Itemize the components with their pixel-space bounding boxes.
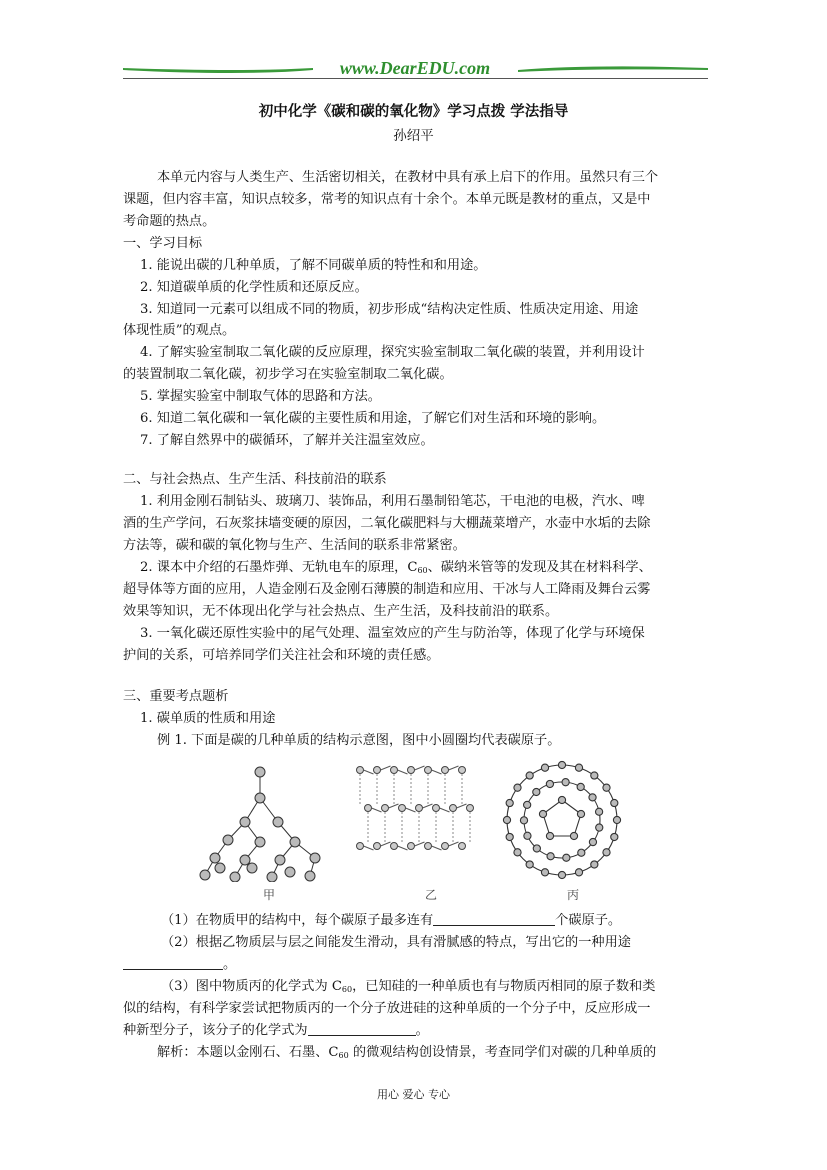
c60-atom bbox=[577, 783, 584, 790]
paragraph-line: 效果等知识，无不体现出化学与社会热点、生产生活，及科技前沿的联系。 bbox=[123, 604, 559, 619]
c60-atom bbox=[541, 764, 548, 771]
question-text: （3）图中物质丙的化学式为 C bbox=[161, 979, 342, 994]
objective-line: 1. 能说出碳的几种单质，了解不同碳单质的特性和和用途。 bbox=[140, 258, 487, 273]
graphite-bond bbox=[364, 846, 374, 850]
graphite-atom bbox=[374, 767, 381, 774]
graphite-bond bbox=[449, 766, 459, 770]
analysis-text: 解析：本题以金刚石、石墨、C bbox=[157, 1045, 339, 1060]
question-line: 似的结构，有科学家尝试把物质丙的一个分子放进硅的这种单质的一个分子中，反应形成一 bbox=[123, 1001, 651, 1016]
text-run: 2. 课本中介绍的石墨炸弹、无轨电车的原理，C bbox=[140, 560, 418, 575]
c60-atom bbox=[603, 849, 610, 856]
question-text: 。 bbox=[415, 1023, 429, 1038]
c60-atom bbox=[575, 869, 582, 876]
intro-line: 课题，但内容丰富，知识点较多，常考的知识点有十余个。本单元既是教材的重点，又是中 bbox=[123, 192, 651, 207]
c60-atom bbox=[514, 784, 521, 791]
c60-atom bbox=[570, 832, 577, 839]
graphite-bond bbox=[364, 770, 374, 774]
c60-atom bbox=[547, 853, 554, 860]
graphite-bond bbox=[415, 842, 425, 846]
question-text: （1）在物质甲的结构中，每个碳原子最多连有 bbox=[161, 913, 434, 928]
objective-line: 的装置制取二氧化碳，初步学习在实验室制取二氧化碳。 bbox=[123, 367, 453, 382]
graphite-bond bbox=[398, 846, 408, 850]
site-logo-text: www.DearEDU.com bbox=[339, 58, 491, 78]
objective-line: 2. 知道碳单质的化学性质和还原反应。 bbox=[140, 280, 368, 295]
objective-line: 6. 知道二氧化碳和一氧化碳的主要性质和用途，了解它们对生活和环境的影响。 bbox=[140, 411, 606, 426]
answer-blank[interactable] bbox=[123, 955, 223, 970]
graphite-atom bbox=[459, 843, 466, 850]
question-text: 种新型分子，该分子的化学式为 bbox=[123, 1023, 308, 1038]
c60-atom bbox=[514, 849, 521, 856]
subscript: 60 bbox=[417, 566, 428, 575]
c60-atom bbox=[558, 871, 565, 878]
page-footer: 用心 爱心 专心 bbox=[377, 1088, 450, 1101]
objective-line: 5. 掌握实验室中制取气体的思路和方法。 bbox=[140, 389, 381, 404]
paragraph-line: 1. 利用金刚石制钻头、玻璃刀、装饰品，利用石墨制铅笔芯，干电池的电极，汽水、啤 bbox=[140, 494, 645, 509]
analysis-line bbox=[157, 1042, 742, 1066]
graphite-structure-diagram bbox=[357, 766, 474, 850]
section-heading: 三、重要考点题析 bbox=[123, 689, 229, 704]
c60-atom bbox=[546, 832, 553, 839]
c60-atom bbox=[603, 784, 610, 791]
paragraph-line: 超导体等方面的应用，人造金刚石及金刚石薄膜的制造和应用、干冰与人工降雨及舞台云雾 bbox=[123, 582, 651, 597]
graphite-atom bbox=[442, 767, 449, 774]
objective-line: 7. 了解自然界中的碳循环，了解并关注温室效应。 bbox=[140, 433, 434, 448]
graphite-bond bbox=[440, 808, 450, 812]
graphite-atom bbox=[425, 767, 432, 774]
c60-atom bbox=[591, 772, 598, 779]
c60-atom bbox=[503, 816, 510, 823]
c60-atom bbox=[589, 838, 596, 845]
answer-blank[interactable] bbox=[433, 911, 555, 926]
example-line: 例 1. 下面是碳的几种单质的结构示意图，图中小圆圈均代表碳原子。 bbox=[157, 733, 561, 748]
c60-atom bbox=[533, 788, 540, 795]
header-rule bbox=[123, 78, 708, 79]
paragraph-line: 方法等，碳和碳的氧化物与生产、生活间的联系非常紧密。 bbox=[123, 538, 466, 553]
graphite-atom bbox=[391, 843, 398, 850]
c60-atom bbox=[558, 796, 565, 803]
document-author: 孙绍平 bbox=[393, 128, 434, 144]
c60-atom bbox=[562, 779, 569, 786]
c60-atom bbox=[506, 799, 513, 806]
c60-atom bbox=[613, 816, 620, 823]
intro-line: 考命题的热点。 bbox=[123, 214, 216, 229]
question-text: 。 bbox=[223, 957, 237, 972]
graphite-atom bbox=[408, 843, 415, 850]
graphite-bond bbox=[398, 770, 408, 774]
graphite-atom bbox=[450, 805, 457, 812]
question-line: （2）根据乙物质层与层之间能发生滑动，具有滑腻感的特点，写出它的一种用途 bbox=[161, 935, 631, 950]
graphite-atom bbox=[459, 767, 466, 774]
answer-blank[interactable] bbox=[308, 1021, 416, 1036]
graphite-atom bbox=[374, 843, 381, 850]
graphite-atom bbox=[357, 843, 364, 850]
c60-atom bbox=[524, 832, 531, 839]
subsection-heading: 1. 碳单质的性质和用途 bbox=[140, 711, 276, 726]
c60-atom bbox=[577, 810, 584, 817]
c60-atom bbox=[575, 764, 582, 771]
graphite-bond bbox=[381, 766, 391, 770]
paragraph-line: 酒的生产学问，石灰浆抹墙变硬的原因，二氧化碳肥料与大棚蔬菜增产，水壶中水垢的去除 bbox=[123, 516, 651, 531]
subscript: 60 bbox=[338, 1051, 349, 1060]
text-run: 、碳纳米管等的发现及其在材料科学、 bbox=[427, 560, 652, 575]
graphite-atom bbox=[391, 767, 398, 774]
section-heading: 一、学习目标 bbox=[123, 236, 203, 251]
c60-atom bbox=[526, 861, 533, 868]
objective-line: 4. 了解实验室制取二氧化碳的反应原理，探究实验室制取二氧化碳的装置，并利用设计 bbox=[140, 345, 645, 360]
figure-label-b: 乙 bbox=[425, 888, 438, 902]
carbon-allotropes-figure bbox=[190, 760, 650, 882]
graphite-bond bbox=[381, 842, 391, 846]
subscript: 60 bbox=[341, 985, 353, 994]
figure-label-a: 甲 bbox=[263, 888, 276, 902]
c60-atom bbox=[611, 799, 618, 806]
c60-atom bbox=[539, 810, 546, 817]
document-title: 初中化学《碳和碳的氧化物》学习点拨 学法指导 bbox=[258, 103, 569, 120]
c60-atom bbox=[558, 761, 565, 768]
question-line bbox=[161, 976, 746, 1000]
graphite-atom bbox=[408, 767, 415, 774]
graphite-bond bbox=[423, 804, 433, 808]
objective-line: 体现性质”的观点。 bbox=[123, 323, 236, 338]
question-line bbox=[123, 954, 708, 975]
site-logo bbox=[123, 58, 708, 84]
c60-atom bbox=[526, 772, 533, 779]
graphite-bond bbox=[432, 770, 442, 774]
paragraph-line: 3. 一氧化碳还原性实验中的尾气处理、温室效应的产生与防治等，体现了化学与环境保 bbox=[140, 626, 645, 641]
graphite-atom bbox=[382, 805, 389, 812]
c60-structure-diagram bbox=[503, 761, 620, 878]
c60-atom bbox=[596, 824, 603, 831]
c60-atom bbox=[563, 854, 570, 861]
c60-atom bbox=[541, 869, 548, 876]
c60-atom bbox=[589, 794, 596, 801]
c60-atom bbox=[578, 849, 585, 856]
objective-line: 3. 知道同一元素可以组成不同的物质，初步形成“结构决定性质、性质决定用途、用途 bbox=[140, 302, 639, 317]
paragraph-line bbox=[140, 557, 725, 581]
section-heading: 二、与社会热点、生产生活、科技前沿的联系 bbox=[123, 472, 387, 487]
c60-atom bbox=[591, 861, 598, 868]
question-line bbox=[161, 910, 746, 931]
graphite-bond bbox=[415, 766, 425, 770]
paragraph-line: 护间的关系，可培养同学们关注社会和环境的责任感。 bbox=[123, 648, 440, 663]
graphite-atom bbox=[442, 843, 449, 850]
c60-atom bbox=[546, 780, 553, 787]
diamond-structure-diagram bbox=[200, 767, 320, 882]
question-text: 个碳原子。 bbox=[555, 913, 622, 928]
analysis-text: 的微观结构创设情景，考查同学们对碳的几种单质的 bbox=[348, 1045, 657, 1060]
question-text: ，已知硅的一种单质也有与物质丙相同的原子数和类 bbox=[352, 979, 656, 994]
c60-atom bbox=[533, 845, 540, 852]
graphite-bond bbox=[432, 846, 442, 850]
graphite-atom bbox=[467, 805, 474, 812]
c60-atom bbox=[520, 817, 527, 824]
intro-line: 本单元内容与人类生产、生活密切相关，在教材中具有承上启下的作用。虽然只有三个 bbox=[157, 170, 659, 185]
question-line bbox=[123, 1020, 708, 1041]
graphite-bond bbox=[389, 804, 399, 808]
c60-atom bbox=[595, 808, 602, 815]
c60-atom bbox=[611, 833, 618, 840]
graphite-atom bbox=[365, 805, 372, 812]
graphite-bond bbox=[372, 808, 382, 812]
graphite-atom bbox=[416, 805, 423, 812]
graphite-atom bbox=[357, 767, 364, 774]
graphite-atom bbox=[399, 805, 406, 812]
graphite-bond bbox=[406, 808, 416, 812]
figure-label-c: 丙 bbox=[567, 888, 580, 902]
graphite-bond bbox=[449, 842, 459, 846]
c60-atom bbox=[506, 833, 513, 840]
graphite-atom bbox=[425, 843, 432, 850]
graphite-bond bbox=[457, 804, 467, 808]
graphite-atom bbox=[433, 805, 440, 812]
c60-atom bbox=[524, 801, 531, 808]
